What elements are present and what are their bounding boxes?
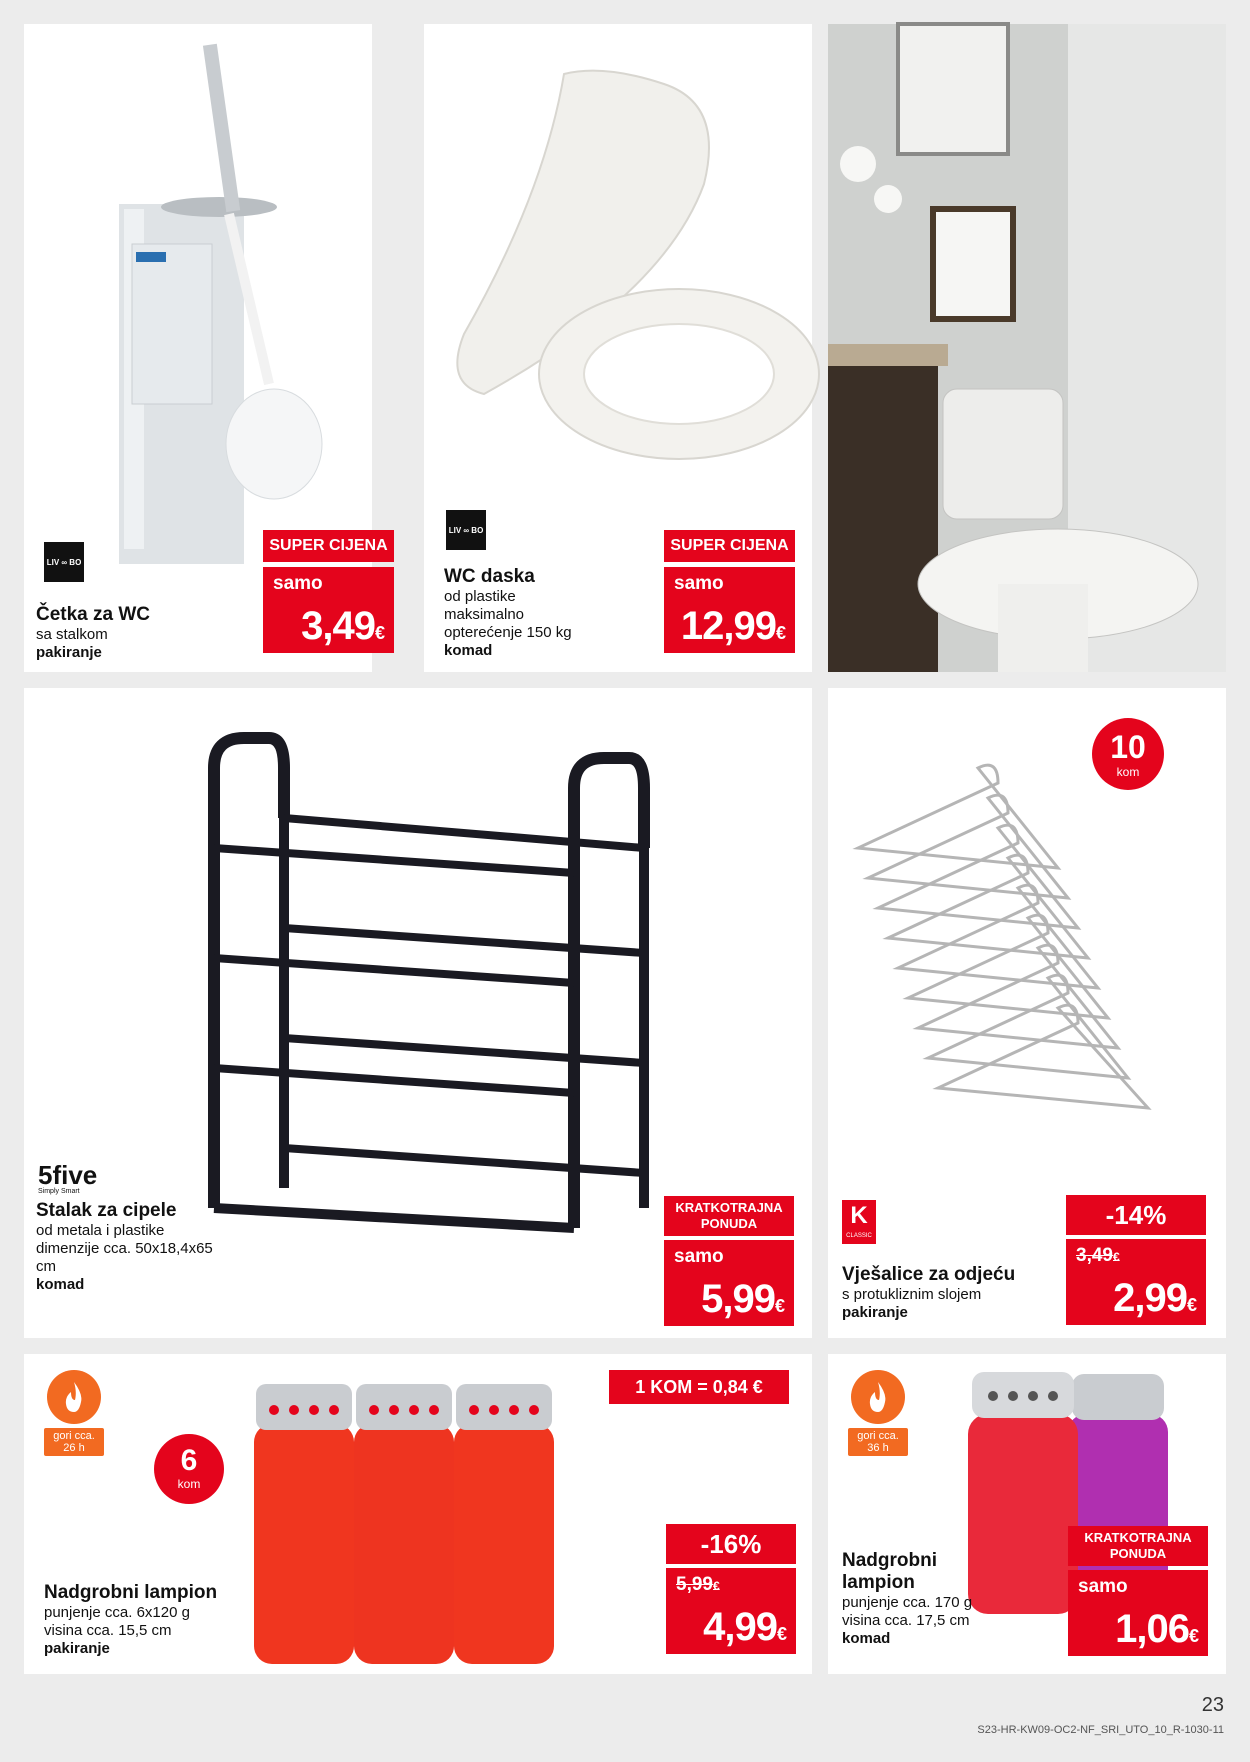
product-title: Stalak za cipele [36, 1200, 177, 1221]
catalog-code: S23-HR-KW09-OC2-NF_SRI_UTO_10_R-1030-11 [977, 1724, 1224, 1736]
five-logo: 5five Simply Smart [38, 1160, 98, 1195]
price-box [664, 567, 795, 653]
samo-label: samo [1078, 1576, 1128, 1597]
product-desc: sa stalkom [36, 626, 108, 643]
product-desc: cm [36, 1258, 56, 1275]
product-desc: punjenje cca. 170 g [842, 1594, 973, 1611]
product-unit: pakiranje [842, 1304, 908, 1321]
samo-label: samo [674, 1246, 724, 1267]
price-box [666, 1568, 796, 1654]
product-desc: punjenje cca. 6x120 g [44, 1604, 190, 1621]
product-title: Četka za WC [36, 604, 151, 625]
page-number: 23 [1201, 1694, 1224, 1716]
product-unit: komad [842, 1630, 891, 1647]
price: 12,99€ [680, 604, 785, 648]
product-unit: komad [444, 642, 493, 659]
product-title: WC daska [444, 566, 535, 587]
flame-icon [863, 1380, 893, 1414]
product-desc: dimenzije cca. 50x18,4x65 [36, 1240, 213, 1257]
product-desc: od metala i plastike [36, 1222, 165, 1239]
product-desc: od plastike [444, 588, 516, 605]
product-card-hangers[interactable] [828, 688, 1226, 1338]
price: 4,99€ [703, 1605, 786, 1649]
short-offer-tag: KRATKOTRAJNA PONUDA [664, 1196, 794, 1236]
discount-tag: -16% [666, 1524, 796, 1564]
bathroom-image [828, 24, 1226, 672]
product-title: Nadgrobni [842, 1550, 937, 1571]
discount-tag: -14% [1066, 1195, 1206, 1235]
product-desc: maksimalno [444, 606, 525, 623]
price-box [263, 567, 394, 653]
shoe-rack-image [174, 708, 774, 1268]
old-price: 5,99€ [676, 1574, 720, 1595]
livarno-logo: LIV ∞ BO [446, 510, 486, 550]
product-desc: opterećenje 150 kg [444, 624, 572, 641]
price: 1,06€ [1115, 1607, 1198, 1651]
samo-label: samo [674, 573, 724, 594]
product-title: Vješalice za odjeću [842, 1264, 1016, 1285]
price: 2,99€ [1113, 1276, 1196, 1320]
super-price-tag: SUPER CIJENA [263, 530, 394, 562]
product-card-shoe-rack[interactable] [24, 688, 812, 1338]
price-box [1068, 1570, 1208, 1656]
product-card-wc-brush[interactable] [24, 24, 388, 672]
product-title: Nadgrobni lampion [44, 1582, 218, 1603]
hangers-image [828, 758, 1226, 1158]
price-box [1066, 1239, 1206, 1325]
product-card-lantern-single[interactable] [828, 1354, 1226, 1674]
burn-time-badge: gori cca. 26 h [44, 1370, 104, 1456]
product-desc: s protukliznim slojem [842, 1286, 982, 1303]
old-price: 3,49€ [1076, 1245, 1120, 1266]
product-card-lantern-6pack[interactable] [24, 1354, 812, 1674]
per-unit-price-tag: 1 KOM = 0,84 € [609, 1370, 789, 1404]
product-card-wc-seat[interactable] [424, 24, 812, 672]
super-price-tag: SUPER CIJENA [664, 530, 795, 562]
product-unit: pakiranje [44, 1640, 110, 1657]
wc-seat-image [424, 24, 812, 484]
burn-time-badge: gori cca. 36 h [848, 1370, 908, 1456]
product-desc: visina cca. 15,5 cm [44, 1622, 172, 1639]
quantity-badge: 6 kom [154, 1434, 224, 1504]
short-offer-tag: KRATKOTRAJNA PONUDA [1068, 1526, 1208, 1566]
price: 5,99€ [701, 1277, 784, 1321]
price-box [664, 1240, 794, 1326]
quantity-badge: 10 kom [1092, 718, 1164, 790]
livarno-logo: LIV ∞ BO [44, 542, 84, 582]
product-unit: pakiranje [36, 644, 102, 661]
price: 3,49€ [301, 604, 384, 648]
lanterns-image [244, 1364, 624, 1674]
product-title: lampion [842, 1572, 915, 1593]
samo-label: samo [273, 573, 323, 594]
flame-icon [59, 1380, 89, 1414]
k-classic-logo: K CLASSIC [842, 1200, 876, 1244]
product-desc: visina cca. 17,5 cm [842, 1612, 970, 1629]
wc-brush-image [24, 24, 372, 544]
product-unit: komad [36, 1276, 85, 1293]
bathroom-photo-card [828, 24, 1226, 672]
